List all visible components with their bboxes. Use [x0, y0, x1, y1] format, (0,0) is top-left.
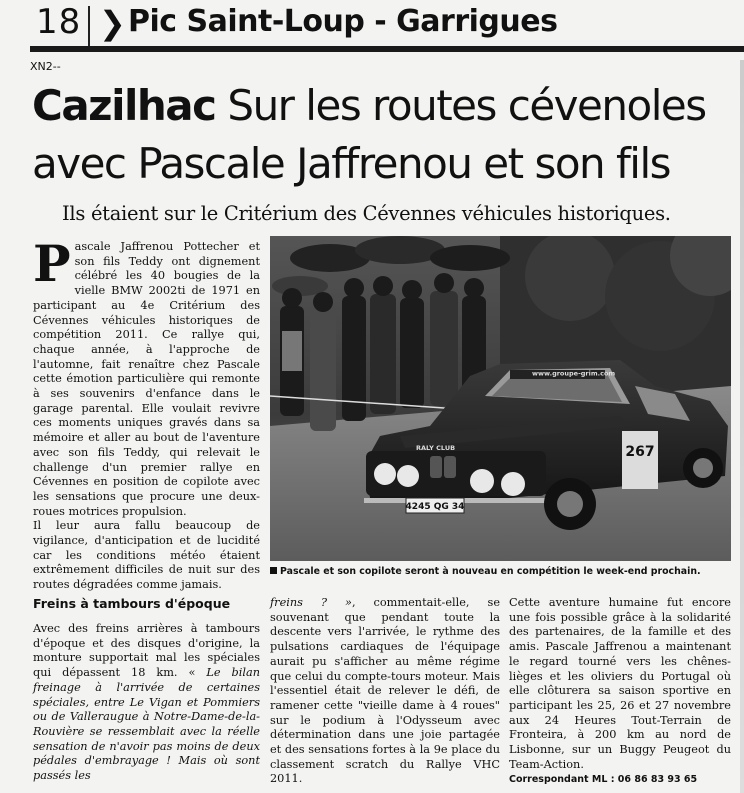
section-title: Pic Saint-Loup - Garrigues [128, 4, 558, 39]
article-column-1 [33, 234, 260, 593]
drop-cap: P [33, 234, 71, 293]
club-sticker: RALY CLUB [416, 444, 456, 452]
page-edge [740, 60, 744, 793]
quote-end: freins ? » [270, 596, 352, 609]
article-column-2 [270, 596, 500, 787]
sponsor-banner: www.groupe-grim.com [532, 369, 616, 378]
photo-caption [270, 566, 701, 577]
chevron-right-icon: ❯ [99, 4, 126, 42]
article-column-1-bottom [33, 622, 260, 784]
byline: Correspondant ML : 06 86 83 93 65 [509, 774, 698, 786]
caption-square-icon [270, 567, 277, 574]
town-name: Cazilhac [32, 81, 216, 130]
page-number: 18 [36, 2, 82, 42]
header-divider [88, 6, 90, 46]
lead-paragraph: ascale Jaffrenou Pottecher et son fils Teddy ont dignement célébré les 40 bougies de la vielle BMW 2002ti de 1971 en participant au 4e Critérium des Cévennes véhicules historiques de compétition 2011. Ce rallye qui, chaque année, à l'approche de l'automne, fait renaître chez Pascale cette émotion particulière qui remonte à ses souvenirs d'enfance dans le garage parental. Elle voulait revivre ces moments uniques gravés dans sa mémoire et aller au bout de l'aventure avec son fils Teddy, qui relevait le challenge d'un premier rallye en Cévennes en position de copilote avec les sensations que procure une deux-roues motrices propulsion. [33, 240, 260, 518]
license-plate: 4245 QG 34 [405, 502, 465, 512]
paragraph-2: Il leur aura fallu beaucoup de vigilance, d'anticipation et de lucidité car les conditions météo étaient extrêmement difficiles de nuit sur des routes dégradées comme jamais. [33, 519, 260, 592]
subheading: Freins à tambours d'époque [33, 596, 231, 611]
paragraph-3: Avec des freins arrières à tambours d'époque et des disques d'origine, la monture supportait mal les spéciales qui dépassent 18 km. « [33, 622, 260, 680]
headline-line-2: avec Pascale Jaffrenou et son fils [32, 139, 671, 188]
article-column-3 [509, 596, 731, 788]
quote-text: Le bilan freinage à l'arrivée de certaines spéciales, entre Le Vigan et Pommiers ou de Valleraugue à Notre-Dame-de-la-Rouvière se ressemblait avec la réelle sensation de n'avoir pas moins de deux pédales d'embrayage ! Mais où sont passés les [33, 666, 260, 783]
rally-car-photo [270, 236, 731, 561]
edition-code: XN2-- [30, 60, 61, 73]
caption-text: Pascale et son copilote seront à nouveau en compétition le week-end prochain. [280, 566, 701, 577]
paragraph-5: Cette aventure humaine fut encore une fois possible grâce à la solidarité des partenaires, de la famille et des amis. Pascale Jaffrenou a maintenant le regard tourné vers les chênes-lièges et les oliviers du Portugal où elle clôturera sa saison sportive en participant les 25, 26 et 27 novembre aux 24 Heures Tout-Terrain de Fronteira, à 200 km au nord de Lisbonne, sur un Buggy Peugeot du Team-Action. [509, 596, 731, 771]
headline-text-1: Sur les routes cévenoles [227, 81, 706, 130]
header-rule [30, 46, 744, 52]
race-number: 267 [625, 444, 655, 460]
headline-line-1 [32, 82, 706, 130]
article-deck: Ils étaient sur le Critérium des Cévennes véhicules historiques. [62, 202, 671, 225]
paragraph-4: , commentait-elle, se souvenant que pendant toute la descente vers l'arrivée, le rythme des pulsations cardiaques de l'équipage aurait pu s'afficher au même régime que celui du compte-tours moteur. Mais l'essentiel était de relever le défi, de ramener cette "vieille dame à 4 roues" sur le podium à l'Odysseum avec détermination dans une joie partagée et des sensations fortes à la 9e place du classement scratch du Rallye VHC 2011. [270, 596, 500, 786]
